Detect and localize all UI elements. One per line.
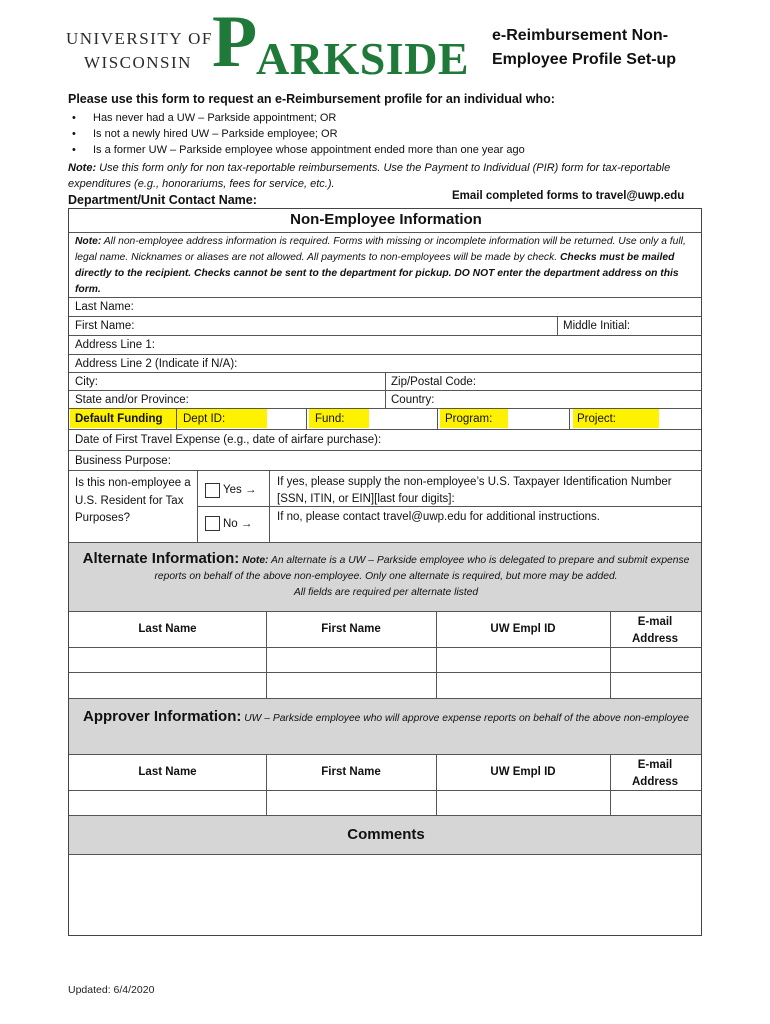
last-name-field[interactable]: Last Name:: [75, 301, 134, 313]
alt-row-1-empl-id-input[interactable]: [437, 648, 610, 671]
zip-field[interactable]: Zip/Postal Code:: [391, 376, 477, 388]
alternate-note-label: Note:: [242, 555, 269, 566]
project-field[interactable]: Project:: [577, 413, 616, 425]
appr-email-input[interactable]: [611, 791, 701, 814]
note-label: Note:: [75, 236, 102, 247]
alt-col-last-name: Last Name: [138, 623, 197, 635]
form-frame: [68, 208, 702, 936]
yes-label: Yes →: [223, 484, 257, 496]
address-line-2-field[interactable]: Address Line 2 (Indicate if N/A):: [75, 358, 238, 370]
alt-col-first-name: First Name: [321, 623, 381, 635]
alternate-note-line3: All fields are required per alternate listed: [293, 587, 479, 598]
approver-note-text: UW – Parkside employee who will approve expense reports on behalf of the above non-employee: [244, 713, 689, 724]
alternate-header: [77, 551, 695, 601]
note-text: Use this form only for non tax-reportable reimbursements. Use the Payment to Individual (PIR) form for tax-reportable expenditures (e.g., honorariums, fees for service, etc.).: [68, 162, 671, 190]
non-employee-note: [75, 234, 695, 298]
appr-col-last-name: Last Name: [138, 766, 197, 778]
university-logo-text: [66, 27, 213, 75]
criteria-item: • Has never had a UW – Parkside appointment; OR: [72, 110, 525, 126]
appr-last-name-input[interactable]: [69, 791, 266, 814]
travel-date-field[interactable]: Date of First Travel Expense (e.g., date of airfare purchase):: [75, 434, 382, 446]
alt-row-1-first-name-input[interactable]: [267, 648, 436, 671]
business-purpose-field[interactable]: Business Purpose:: [75, 455, 171, 467]
no-instructions: If no, please contact travel@uwp.edu for additional instructions.: [277, 511, 600, 523]
no-label: No →: [223, 518, 253, 530]
first-name-field[interactable]: First Name:: [75, 320, 135, 332]
alt-row-1-last-name-input[interactable]: [69, 648, 266, 671]
city-field[interactable]: City:: [75, 376, 98, 388]
approver-title: Approver Information:: [83, 708, 242, 725]
alt-col-empl-id: UW Empl ID: [490, 623, 556, 635]
comments-input[interactable]: [69, 855, 701, 935]
criteria-list: [72, 110, 525, 158]
comments-title: Comments: [347, 826, 425, 843]
appr-col-first-name: First Name: [321, 766, 381, 778]
logo-line-1: UNIVERSITY OF: [66, 29, 213, 48]
default-funding-label: Default Funding: [75, 413, 163, 425]
updated-date: Updated: 6/4/2020: [68, 984, 155, 996]
note-text: All non-employee address information is required. Forms with missing or incomplete information will be returned. Use only a full, legal name. Nicknames or aliases are not allowed. All payments to non-employees will be made by check.: [75, 236, 686, 263]
criteria-item: • Is a former UW – Parkside employee whose appointment ended more than one year ago: [72, 142, 525, 158]
logo-line-2: WISCONSIN: [84, 53, 192, 72]
program-field[interactable]: Program:: [445, 413, 493, 425]
note-bold-text: Checks must be mailed directly to the recipient. Checks cannot be sent to the department for pickup. DO NOT enter the department address on this form.: [75, 252, 679, 295]
address-line-1-field[interactable]: Address Line 1:: [75, 339, 155, 351]
criteria-item: • Is not a newly hired UW – Parkside employee; OR: [72, 126, 525, 142]
alternate-title: Alternate Information:: [82, 550, 240, 567]
appr-col-empl-id: UW Empl ID: [490, 766, 556, 778]
state-field[interactable]: State and/or Province:: [75, 394, 189, 406]
taxpayer-id-field[interactable]: If yes, please supply the non-employee’s U.S. Taxpayer Identification Number [SSN, ITIN, or EIN][last four digits]:: [277, 476, 672, 505]
logo-letter-p: P: [212, 1, 258, 83]
fund-field[interactable]: Fund:: [315, 413, 345, 425]
appr-empl-id-input[interactable]: [437, 791, 610, 814]
alt-row-1-email-input[interactable]: [611, 648, 701, 671]
intro-lead: Please use this form to request an e-Reimbursement profile for an individual who:: [68, 92, 555, 106]
yes-checkbox[interactable]: [205, 483, 220, 498]
no-checkbox[interactable]: [205, 516, 220, 531]
email-instruction[interactable]: Email completed forms to travel@uwp.edu: [452, 190, 685, 202]
appr-col-email: E-mail Address: [631, 759, 679, 788]
dept-id-field[interactable]: Dept ID:: [183, 413, 226, 425]
resident-question: Is this non-employee a U.S. Resident for Tax Purposes?: [75, 477, 191, 524]
non-employee-title: Non-Employee Information: [290, 211, 482, 228]
logo-parkside: ARKSIDE: [256, 33, 470, 84]
country-field[interactable]: Country:: [391, 394, 435, 406]
alt-col-email: E-mail Address: [631, 616, 679, 645]
alternate-note-text: An alternate is a UW – Parkside employee who is delegated to prepare and submit expense reports on behalf of the above non-employee. Only one alternate is required, but more may be added.: [154, 555, 690, 582]
appr-first-name-input[interactable]: [267, 791, 436, 814]
form-usage-note: [68, 160, 698, 192]
dept-contact-label: Department/Unit Contact Name:: [68, 193, 257, 207]
approver-header: [77, 709, 695, 727]
middle-initial-field[interactable]: Middle Initial:: [563, 320, 631, 332]
form-title: e-Reimbursement Non-Employee Profile Set-up: [492, 27, 677, 68]
note-label: Note:: [68, 162, 97, 174]
